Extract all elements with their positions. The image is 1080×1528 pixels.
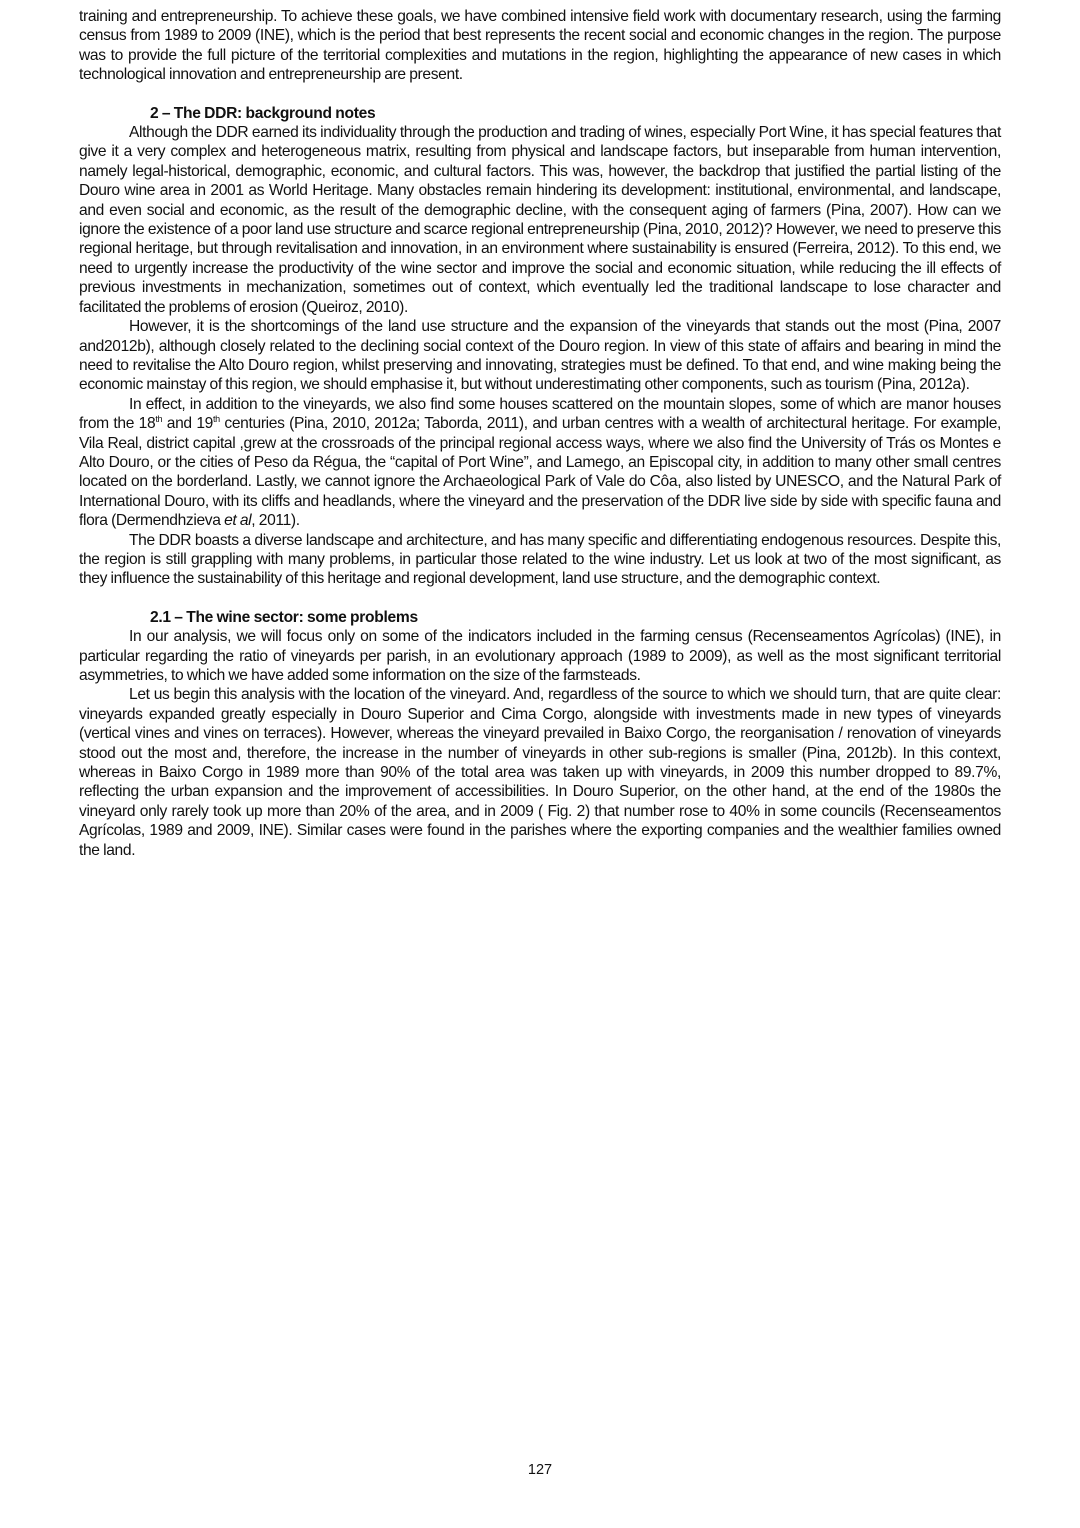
paragraph: In our analysis, we will focus only on some of the indicators included in the farming census (Recenseamentos Agrícolas) (INE), in particular regarding the ratio of vineyards per parish, in an evolutionary approach (1989 to 2009), as well as the most significant territorial asymmetries, to which we have added some information on the size of the farmsteads.: [79, 628, 1001, 684]
italic-text: et al: [224, 512, 252, 530]
superscript: th: [155, 414, 163, 425]
superscript: th: [212, 414, 220, 425]
text: centuries (Pina, 2010, 2012a; Taborda, 2011), and urban centres with a wealth of architectural heritage. For example, Vila Real, district capital ,grew at the crossroads of the principal regional access ways, where we also find the University of Trás os Montes e Alto Douro, or the cities of Peso da Régua, the “capital of Port Wine”, and Lamego, an Episcopal city, in addition to many other small centres located on the borderland. Lastly, we cannot ignore the Archaeological Park of Vale do Côa, also listed by UNESCO, and the Natural Park of International Douro, with its cliffs and headlands, where the vineyard and the preservation of the DDR live side by side with specific fauna and flora (Dermendhzieva: [79, 415, 1001, 530]
paragraph: Although the DDR earned its individuality through the production and trading of wines, especially Port Wine, it has special features that give it a very complex and heterogeneous matrix, resulting from physical and landscape factors, but inseparable from human intervention, namely legal-historical, demographic, economic, and cultural factors. This was, however, the backdrop that justified the partial listing of the Douro wine area in 2001 as World Heritage. Many obstacles remain hindering its development: institutional, environmental, and landscape, and even social and economic, as the result of the demographic decline, with the consequent aging of farmers (Pina, 2007). How can we ignore the existence of a poor land use structure and scarce regional entrepreneurship (Pina, 2010, 2012)? However, we need to preserve this regional heritage, but through revitalisation and innovation, in an environment where sustainability is ensured (Ferreira, 2012). To this end, we need to urgently increase the productivity of the wine sector and improve the social and economic situation, while reducing the ill effects of previous investments in mechanization, sometimes out of context, which eventually led the traditional landscape to lose character and facilitated the problems of erosion (Queiroz, 2010).: [79, 124, 1001, 316]
section-heading-2: 2 – The DDR: background notes: [150, 104, 376, 122]
paragraph: However, it is the shortcomings of the land use structure and the expansion of the vineyards that stands out the most (Pina, 2007 and2012b), although closely related to the declining social context of the Douro region. In view of this state of affairs and bearing in mind the need to revitalise the Alto Douro region, whilst preserving and innovating, strategies must be defined. To that end, and wine making being the economic mainstay of this region, we should emphasise it, but without underestimating other components, such as tourism (Pina, 2012a).: [79, 318, 1001, 394]
page-number: 127: [527, 1462, 553, 1478]
text: , 2011).: [251, 512, 300, 530]
text: In effect, in addition to the vineyards, we also find some houses scattered on the mountain slopes, some of which are manor houses from the 18: [79, 395, 1001, 433]
intro-paragraph: training and entrepreneurship. To achieve these goals, we have combined intensive field work with documentary research, using the farming census from 1989 to 2009 (INE), which is the period that best represents the recent social and economic changes in the region. The purpose was to provide the full picture of the territorial complexities and mutations in the region, highlighting the appearance of new cases in which technological innovation and entrepreneurship are present.: [79, 8, 1001, 84]
text: and 19: [162, 415, 213, 433]
page-body: [79, 7, 1001, 860]
paragraph: Let us begin this analysis with the location of the vineyard. And, regardless of the source to which we should turn, that are quite clear: vineyards expanded greatly especially in Douro Superior and Cima Corgo, alongside with investments made in new types of vineyards (vertical vines and vines on terraces). However, whereas the vineyard prevailed in Baixo Corgo, the reorganisation / renovation of vineyards stood out the most and, therefore, the increase in the number of vineyards in other sub-regions is smaller (Pina, 2012b). In this context, whereas in Baixo Corgo in 1989 more than 90% of the total area was taken up with vineyards, in 2009 this number dropped to 89.7%, reflecting the urban expansion and the improvement of accessibilities. In Douro Superior, on the other hand, at the end of the 1980s the vineyard only rarely took up more than 20% of the area, and in 2009 ( Fig. 2) that number rose to 40% in some councils (Recenseamentos Agrícolas, 1989 and 2009, INE). Similar cases were found in the parishes where the exporting companies and the wealthier families owned the land.: [79, 686, 1001, 859]
section-heading-2-1: 2.1 – The wine sector: some problems: [150, 608, 418, 626]
paragraph: [79, 395, 1001, 531]
paragraph: The DDR boasts a diverse landscape and architecture, and has many specific and differentiating endogenous resources. Despite this, the region is still grappling with many problems, in particular those related to the wine industry. Let us look at two of the most significant, as they influence the sustainability of this heritage and regional development, land use structure, and the demographic context.: [79, 531, 1001, 588]
